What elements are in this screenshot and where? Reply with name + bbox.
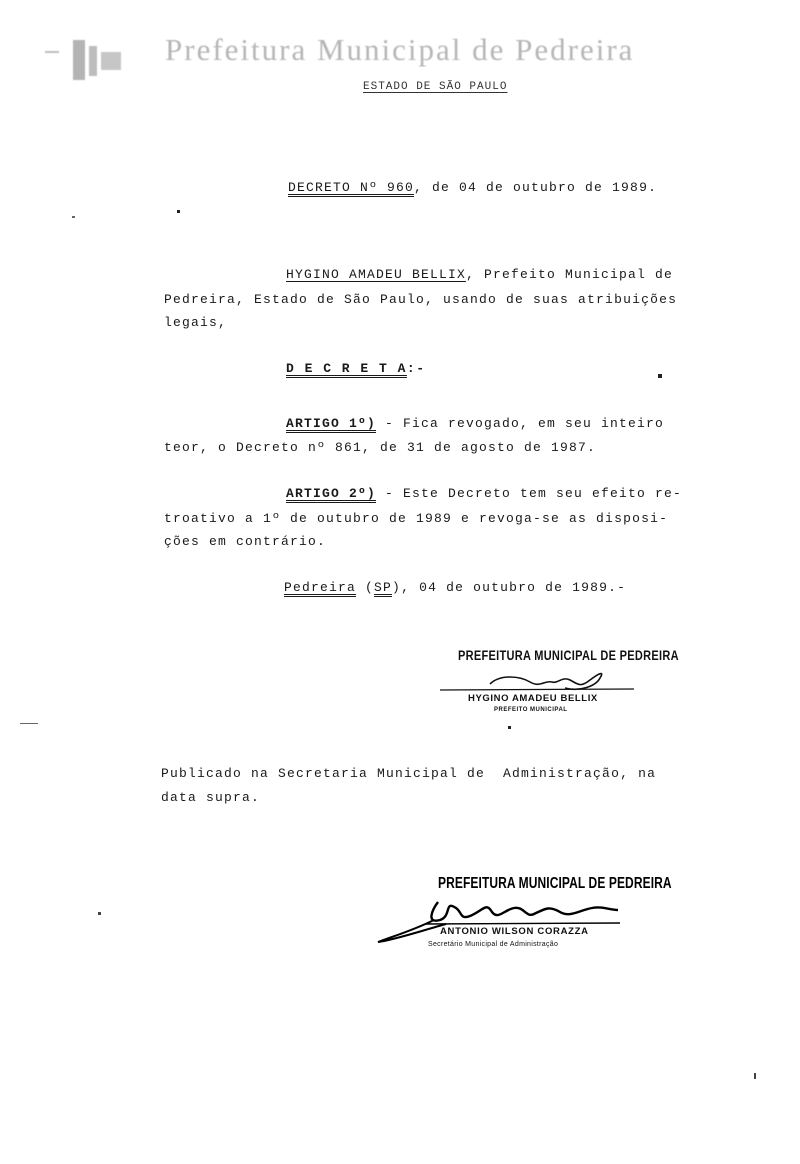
scan-speck: [658, 374, 662, 378]
secretary-role: Secretário Municipal de Administração: [428, 941, 559, 948]
publication-line-1: Publicado na Secretaria Municipal de Administração, na: [161, 766, 657, 781]
article-2-line-1: ARTIGO 2º) - Este Decreto tem seu efeito re-: [286, 486, 683, 501]
mayor-name-signature: HYGINO AMADEU BELLIX: [468, 693, 598, 704]
scan-speck: [72, 216, 75, 218]
scan-speck: [508, 726, 511, 729]
preamble-line-2: Pedreira, Estado de São Paulo, usando de suas atribuições: [164, 292, 678, 307]
preamble-line-3: legais,: [164, 315, 228, 330]
secretary-signature-icon: [374, 890, 624, 946]
secretary-name: ANTONIO WILSON CORAZZA: [440, 926, 589, 937]
letterhead-title: Prefeitura Municipal de Pedreira: [165, 32, 635, 67]
scan-speck: [177, 210, 180, 213]
closing-city: Pedreira: [284, 580, 357, 595]
decree-date: , de 04 de outubro de 1989.: [414, 180, 658, 195]
article-1-line-1: ARTIGO 1º) - Fica revogado, em seu inteiro: [286, 416, 665, 431]
mayor-name: HYGINO AMADEU BELLIX: [286, 267, 467, 282]
preamble-line-1: HYGINO AMADEU BELLIX, Prefeito Municipal de: [286, 267, 674, 282]
mayor-role: PREFEITO MUNICIPAL: [494, 707, 568, 713]
letterhead-state: ESTADO DE SÃO PAULO: [363, 81, 508, 93]
closing-date: , 04 de outubro de 1989.-: [401, 580, 627, 595]
decree-heading: [288, 180, 657, 195]
municipal-crest-icon: [45, 38, 130, 86]
scan-speck: [98, 912, 101, 915]
decree-number: DECRETO Nº 960: [288, 180, 415, 195]
publication-line-2: data supra.: [161, 790, 261, 805]
secretary-stamp: PREFEITURA MUNICIPAL DE PEDREIRA: [438, 873, 672, 893]
scan-speck: [754, 1073, 756, 1079]
article-2-line-3: ções em contrário.: [164, 534, 327, 549]
closing-state: SP: [374, 580, 393, 595]
article-1-line-2: teor, o Decreto nº 861, de 31 de agosto de 1987.: [164, 440, 597, 455]
article-2-label: ARTIGO 2º): [286, 486, 377, 501]
decreta-heading: D E C R E T A:-: [286, 361, 426, 376]
article-2-line-2: troativo a 1º de outubro de 1989 e revoga-se as disposi-: [164, 511, 669, 526]
closing-line: Pedreira (SP), 04 de outubro de 1989.-: [284, 580, 627, 595]
mayor-stamp: PREFEITURA MUNICIPAL DE PEDREIRA: [458, 648, 679, 664]
article-1-label: ARTIGO 1º): [286, 416, 377, 431]
scan-speck: [20, 723, 38, 724]
